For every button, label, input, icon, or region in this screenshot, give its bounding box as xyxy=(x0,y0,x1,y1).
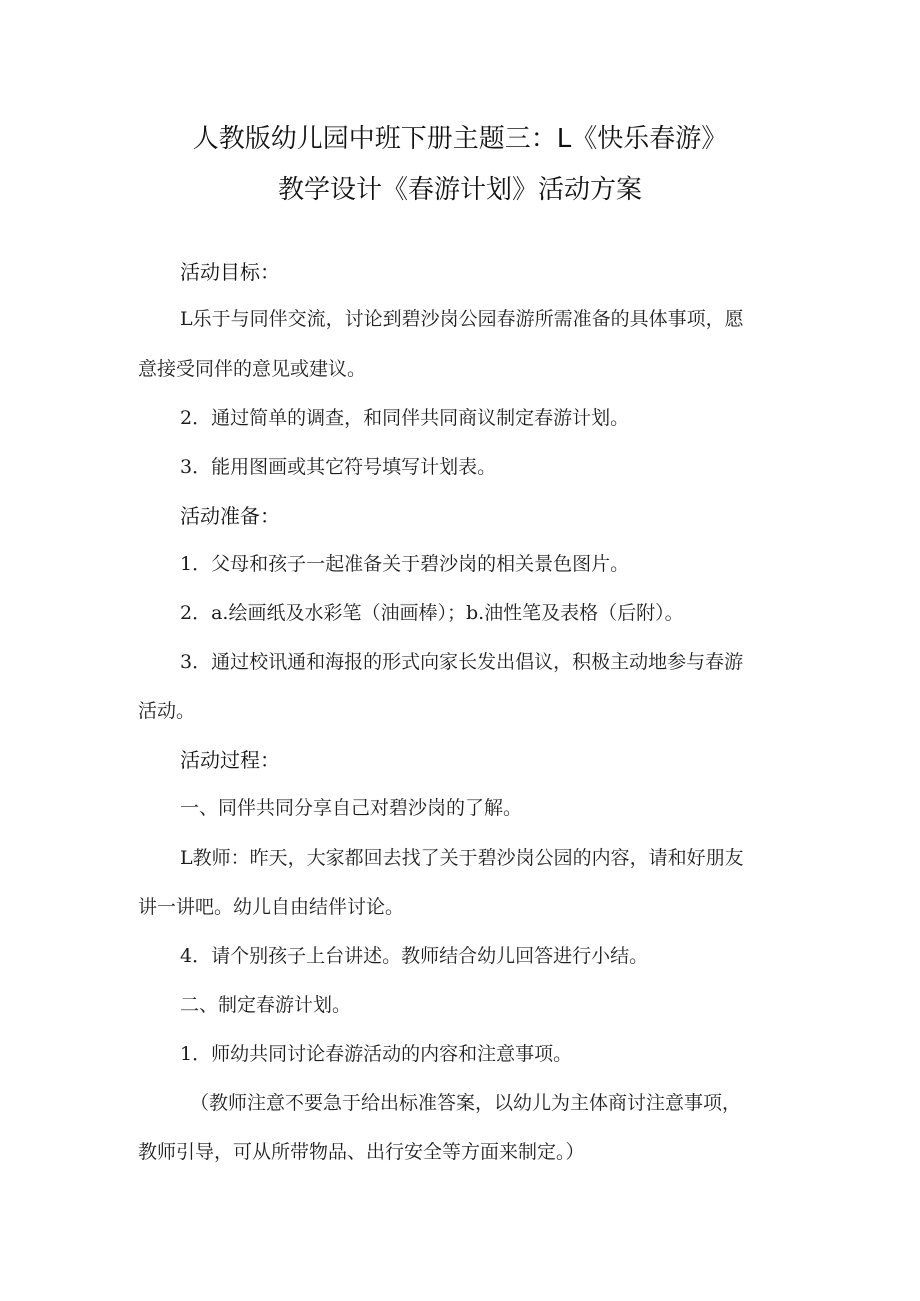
process-part-2: 二、制定春游计划。 xyxy=(180,994,352,1016)
process-note-line-1: （教师注意不要急于给出标准答案，以幼儿为主体商讨注意事项， xyxy=(190,1092,742,1114)
process-heading: 活动过程： xyxy=(180,748,280,772)
prep-3-line-1: 3．通过校讯通和海报的形式向家长发出倡议，积极主动地参与春游 xyxy=(180,651,744,673)
prep-heading: 活动准备： xyxy=(180,504,280,528)
goal-1-line-1: L乐于与同伴交流，讨论到碧沙岗公园春游所需准备的具体事项，愿 xyxy=(180,308,744,330)
goal-2: 2．通过简单的调查，和同伴共同商议制定春游计划。 xyxy=(180,407,630,429)
process-1-line-1: L教师：昨天，大家都回去找了关于碧沙岗公园的内容，请和好朋友 xyxy=(180,847,744,869)
process-4: 4．请个别孩子上台讲述。教师结合幼儿回答进行小结。 xyxy=(180,945,649,967)
process-1-line-2: 讲一讲吧。幼儿自由结伴讨论。 xyxy=(138,896,405,918)
goals-heading: 活动目标： xyxy=(180,260,280,284)
prep-1: 1．父母和孩子一起准备关于碧沙岗的相关景色图片。 xyxy=(180,553,630,575)
process-part-1: 一、同伴共同分享自己对碧沙岗的了解。 xyxy=(180,797,523,819)
goal-1-line-2: 意接受同伴的意见或建议。 xyxy=(138,358,367,380)
document-title-line-1: 人教版幼儿园中班下册主题三：L《快乐春游》 xyxy=(192,124,728,154)
prep-3-line-2: 活动。 xyxy=(138,700,196,722)
prep-2: 2．a.绘画纸及水彩笔（油画棒）；b.油性笔及表格（后附）。 xyxy=(180,602,684,624)
process-2-1: 1．师幼共同讨论春游活动的内容和注意事项。 xyxy=(180,1043,573,1065)
goal-3: 3．能用图画或其它符号填写计划表。 xyxy=(180,456,497,478)
process-note-line-2: 教师引导，可从所带物品、出行安全等方面来制定。） xyxy=(138,1141,585,1163)
document-title-line-2: 教学设计《春游计划》活动方案 xyxy=(277,175,642,205)
